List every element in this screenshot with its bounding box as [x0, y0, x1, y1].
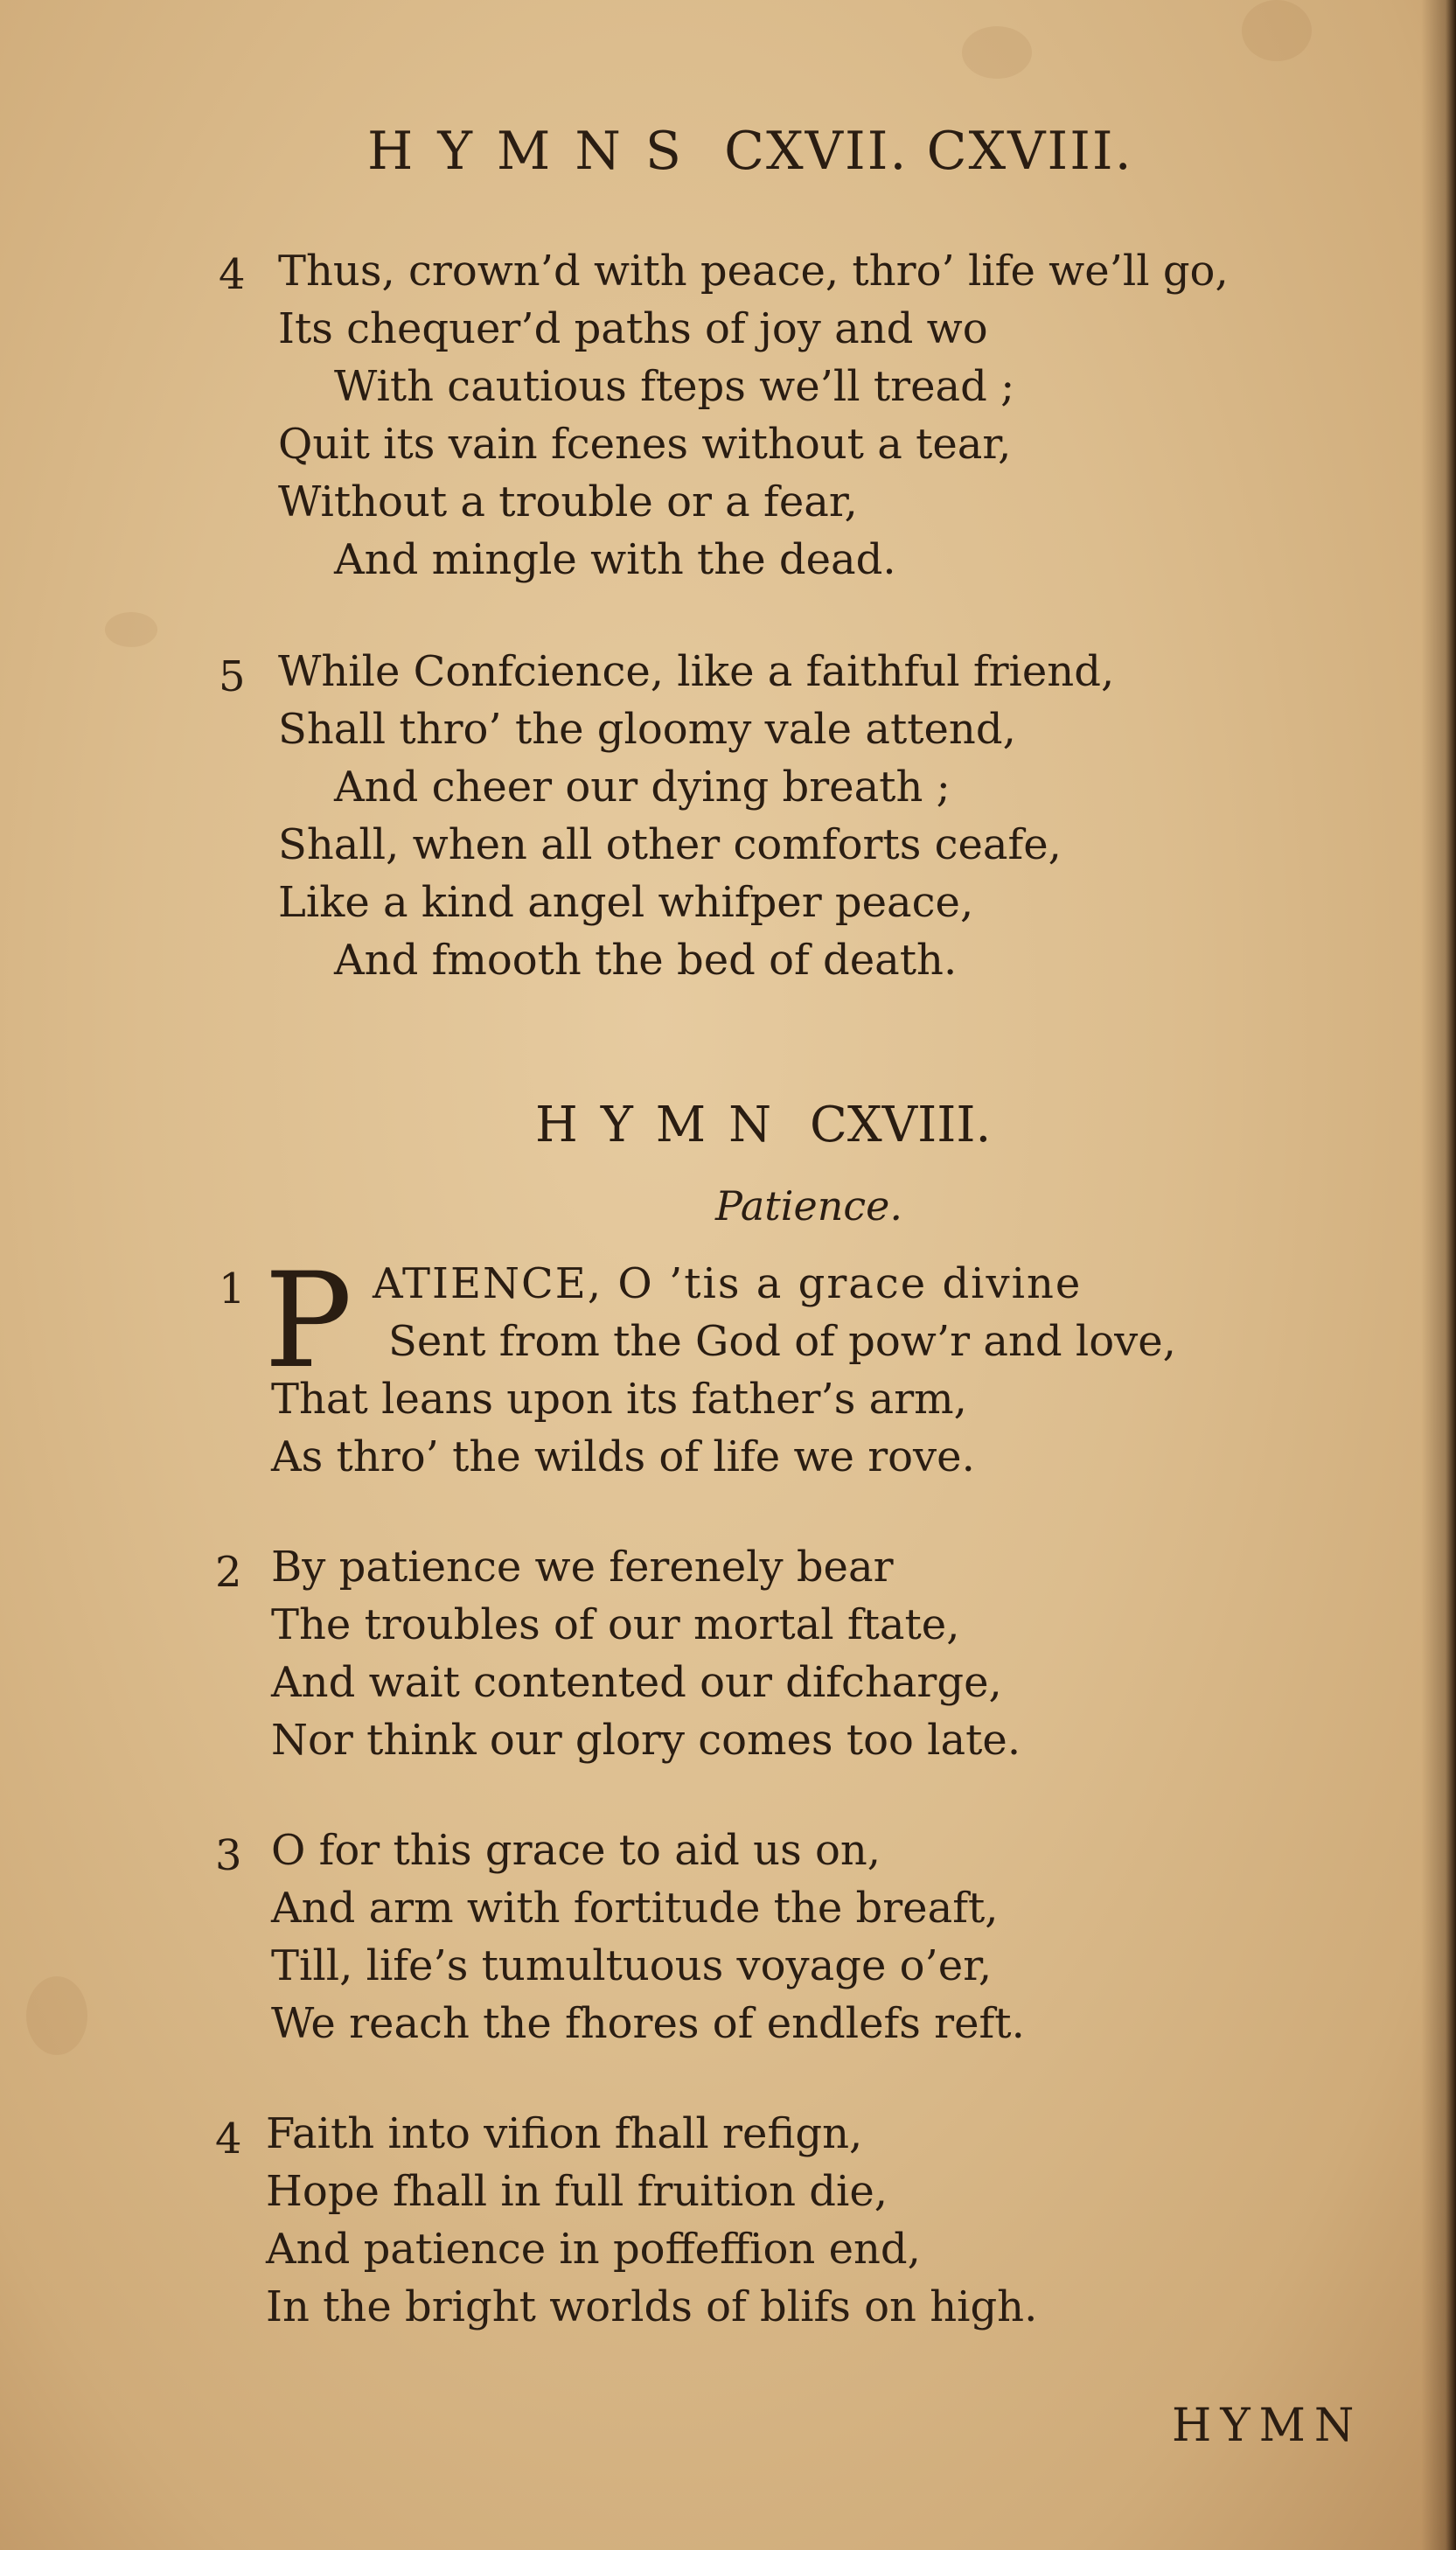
verse-line: While Confcience, like a faithful friend, [278, 647, 1115, 696]
verse-line: Hope fhall in full fruition die, [266, 2167, 888, 2216]
verse-line: Quit its vain fcenes without a tear, [278, 420, 1012, 469]
running-header [367, 121, 1281, 182]
verse-line: That leans upon its father’s arm, [271, 1375, 967, 1424]
verse-line: Without a trouble or a fear, [278, 477, 858, 526]
verse-line: And patience in poffeffion end, [266, 2225, 921, 2274]
drop-cap: P [264, 1245, 352, 1397]
verse-line: The troubles of our mortal ftate, [271, 1600, 960, 1649]
verse-line: Shall, when all other comforts ceafe, [278, 820, 1062, 869]
verse-line: And arm with fortitude the breaft, [271, 1884, 999, 1933]
paper-stain [1242, 0, 1312, 61]
page-edge-shadow [1421, 0, 1456, 2550]
hymn-numbers: CXVII. CXVIII. [724, 121, 1133, 182]
verse-line: In the bright worlds of blifs on high. [266, 2282, 1038, 2331]
verse-line: Till, life’s tumultuous voyage o’er, [271, 1941, 993, 1990]
verse-line: And mingle with the dead. [334, 535, 896, 584]
running-title: HYMNS [367, 121, 706, 182]
hymn-title [535, 1097, 991, 1153]
hymn-title-word: HYMN [535, 1097, 795, 1153]
catchword: HYMN [1172, 2400, 1363, 2452]
stanza-number: 2 [215, 1548, 242, 1597]
paper-stain [962, 26, 1032, 79]
stanza-number: 4 [219, 250, 246, 299]
verse-line: Thus, crown’d with peace, thro’ life we’ll go, [278, 247, 1229, 296]
verse-line: We reach the fhores of endlefs reft. [271, 1999, 1025, 2048]
stanza-number: 5 [219, 652, 246, 701]
verse-line: Nor think our glory comes too late. [271, 1716, 1021, 1765]
verse-line: Shall thro’ the gloomy vale attend, [278, 705, 1016, 754]
stanza-number: 3 [215, 1831, 242, 1880]
verse-line: Sent from the God of pow’r and love, [388, 1317, 1176, 1366]
stanza-number: 4 [215, 2115, 242, 2163]
verse-line: Faith into vifion fhall refign, [266, 2109, 863, 2158]
paper-stain [26, 1976, 87, 2055]
verse-line: By patience we ferenely bear [271, 1543, 894, 1592]
verse-line: As thro’ the wilds of life we rove. [271, 1432, 975, 1481]
verse-line: Its chequer’d paths of joy and wo [278, 304, 988, 353]
hymn-title-number: CXVIII. [809, 1097, 992, 1153]
verse-line: And fmooth the bed of death. [334, 936, 958, 985]
verse-line: ATIENCE, O ’tis a grace divine [373, 1259, 1083, 1308]
verse-line: Like a kind angel whifper peace, [278, 878, 974, 927]
paper-stain [105, 612, 157, 647]
stanza-number: 1 [219, 1265, 246, 1313]
verse-line: And cheer our dying breath ; [334, 763, 951, 812]
verse-line: And wait contented our difcharge, [271, 1658, 1002, 1707]
verse-line: With cautious fteps we’ll tread ; [334, 362, 1015, 411]
hymn-subject: Patience. [715, 1182, 902, 1230]
verse-line: O for this grace to aid us on, [271, 1826, 881, 1875]
